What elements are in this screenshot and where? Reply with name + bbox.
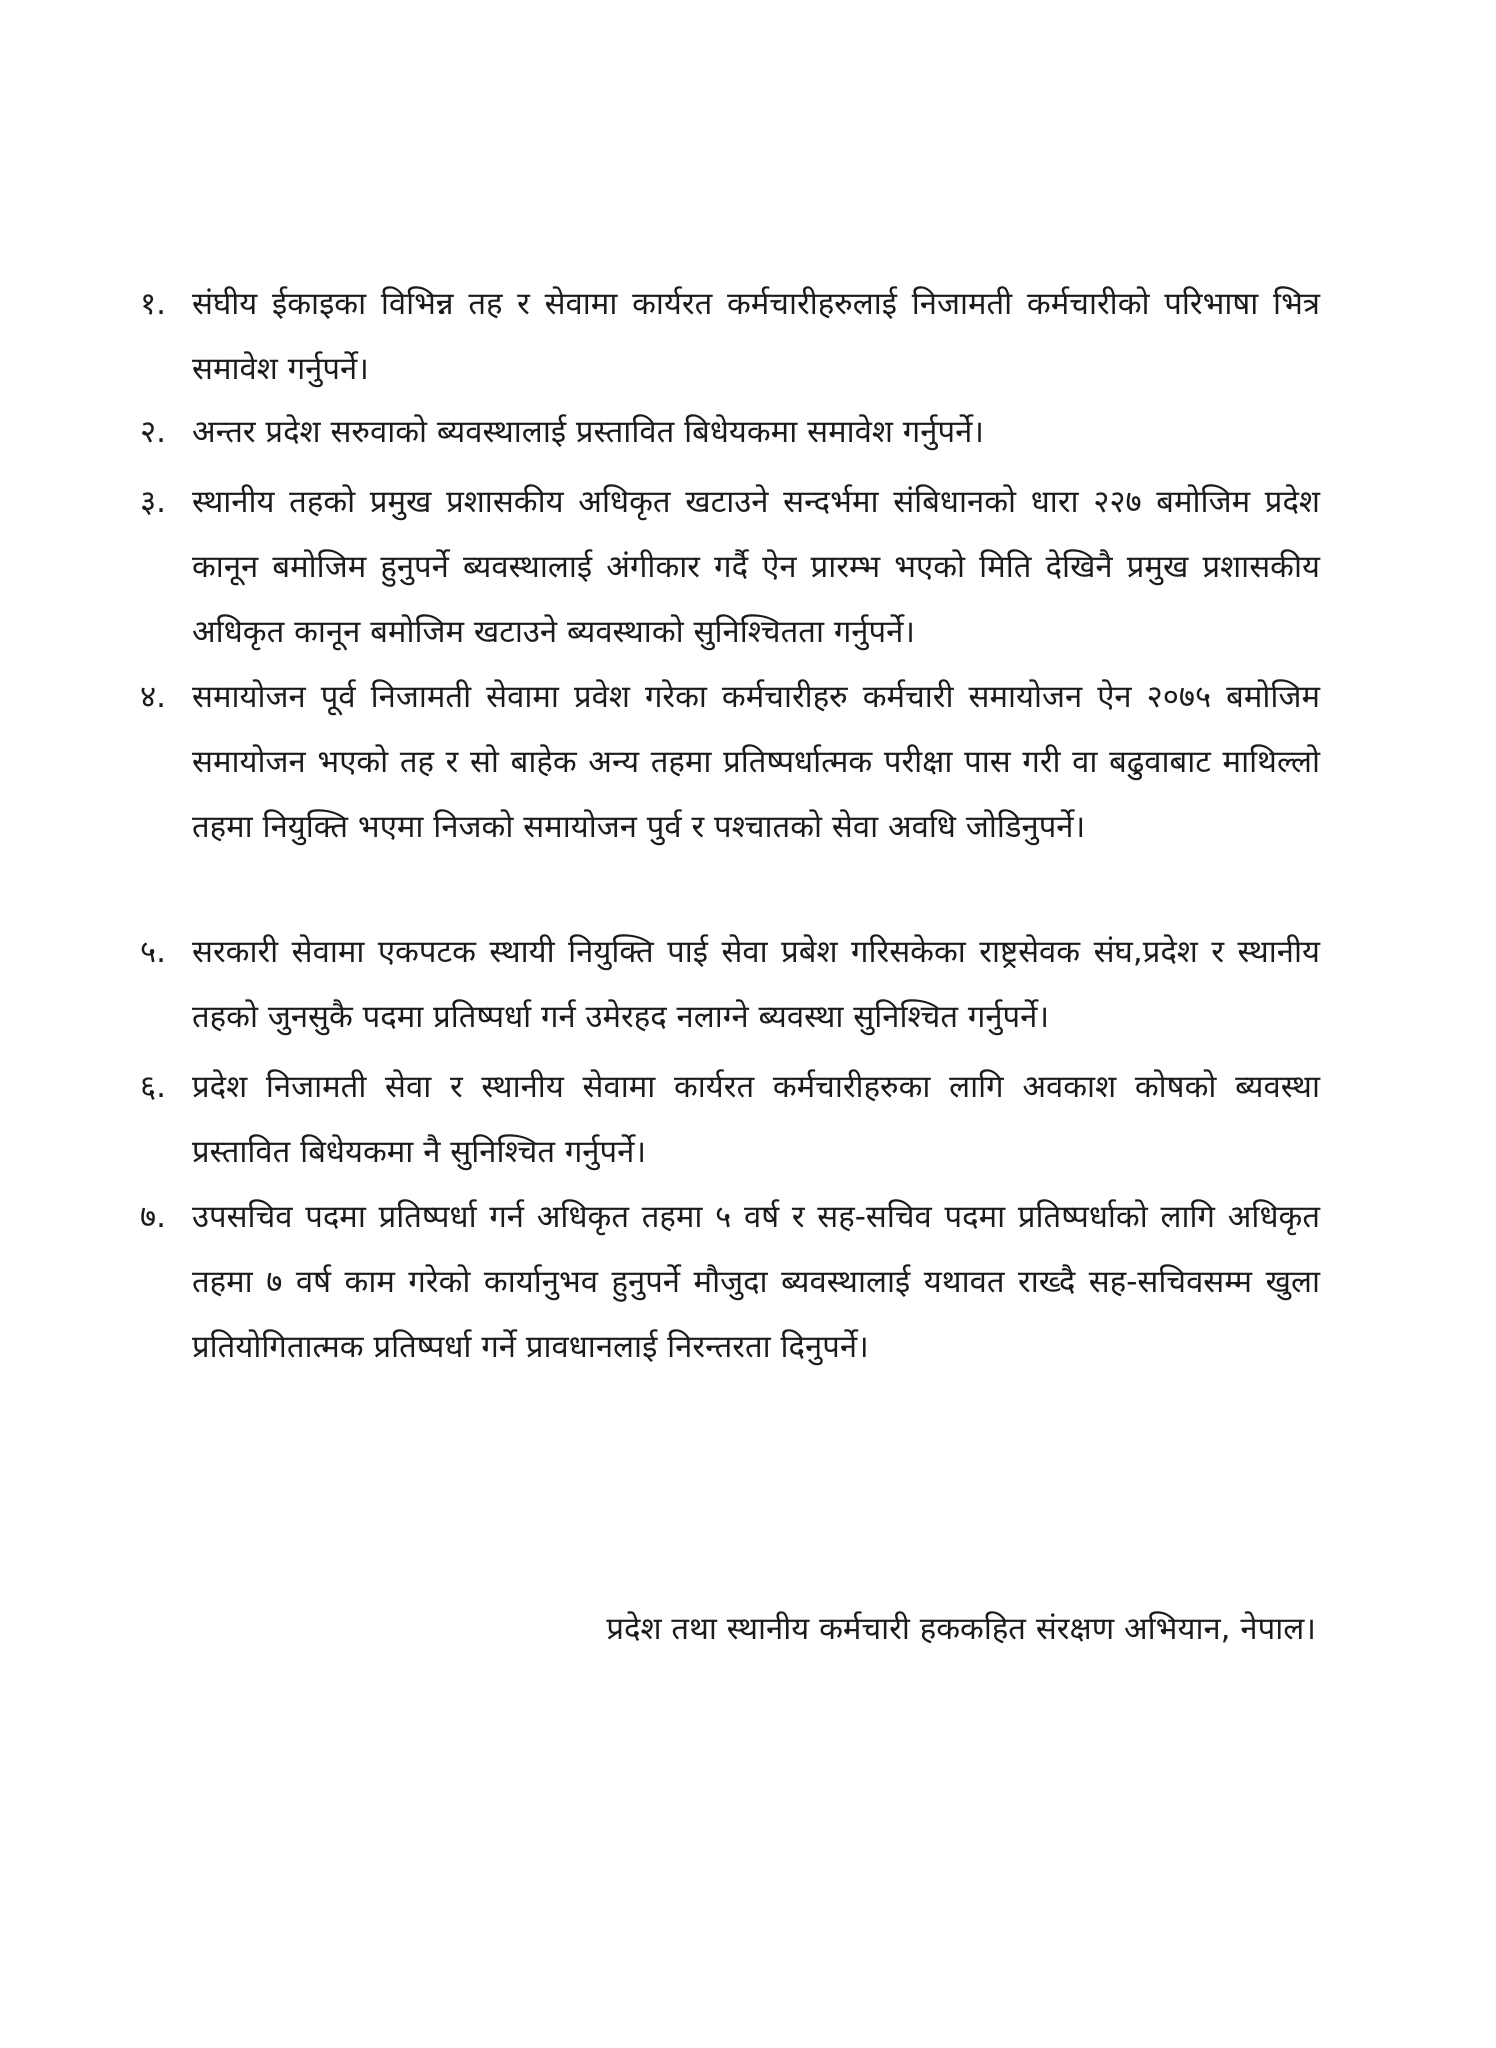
- item-number: ५.: [140, 934, 166, 970]
- item-text: अन्तर प्रदेश सरुवाको ब्यवस्थालाई प्रस्तावित बिधेयकमा समावेश गर्नुपर्ने।: [192, 414, 985, 450]
- item-number: ३.: [140, 484, 166, 520]
- item-text: सरकारी सेवामा एकपटक स्थायी नियुक्ति पाई सेवा प्रबेश गरिसकेका राष्ट्रसेवक संघ,प्रदेश र स्थानीय तहको जुनसुकै पदमा प्रतिष्पर्धा गर्न उमेरहद नलाग्ने ब्यवस्था सुनिश्चित गर्नुपर्ने।: [192, 934, 1320, 1035]
- list-item: [140, 1055, 1320, 1185]
- item-number: ४.: [140, 679, 166, 715]
- item-text: उपसचिव पदमा प्रतिष्पर्धा गर्न अधिकृत तहमा ५ वर्ष र सह-सचिव पदमा प्रतिष्पर्धाको लागि अधिकृत तहमा ७ वर्ष काम गरेको कार्यानुभव हुनुपर्ने मौजुदा ब्यवस्थालाई यथावत राख्दै सह-सचिवसम्म खुला प्रतियोगितात्मक प्रतिष्पर्धा गर्ने प्रावधानलाई निरन्तरता दिनुपर्ने।: [192, 1199, 1320, 1365]
- item-text: समायोजन पूर्व निजामती सेवामा प्रवेश गरेका कर्मचारीहरु कर्मचारी समायोजन ऐन २०७५ बमोजिम समायोजन भएको तह र सो बाहेक अन्य तहमा प्रतिष्पर्धात्मक परीक्षा पास गरी वा बढुवाबाट माथिल्लो तहमा नियुक्ति भएमा निजको समायोजन पुर्व र पश्चातको सेवा अवधि जोडिनुपर्ने।: [192, 679, 1320, 845]
- list-item: [140, 272, 1320, 402]
- item-number: १.: [140, 286, 166, 322]
- list-item: [140, 920, 1320, 1050]
- list-item: [140, 400, 1320, 465]
- list-item: [140, 665, 1320, 860]
- list-item: [140, 1185, 1320, 1380]
- list-item: [140, 470, 1320, 665]
- item-number: २.: [140, 414, 166, 450]
- signature-line: प्रदेश तथा स्थानीय कर्मचारी हककहित संरक्षण अभियान, नेपाल।: [606, 1611, 1316, 1647]
- item-text: संघीय ईकाइका विभिन्न तह र सेवामा कार्यरत कर्मचारीहरुलाई निजामती कर्मचारीको परिभाषा भित्र समावेश गर्नुपर्ने।: [192, 286, 1320, 387]
- item-number: ७.: [140, 1199, 166, 1235]
- item-number: ६.: [140, 1069, 166, 1105]
- item-text: प्रदेश निजामती सेवा र स्थानीय सेवामा कार्यरत कर्मचारीहरुका लागि अवकाश कोषको ब्यवस्था प्रस्तावित बिधेयकमा नै सुनिश्चित गर्नुपर्ने।: [192, 1069, 1320, 1170]
- item-text: स्थानीय तहको प्रमुख प्रशासकीय अधिकृत खटाउने सन्दर्भमा संबिधानको धारा २२७ बमोजिम प्रदेश कानून बमोजिम हुनुपर्ने ब्यवस्थालाई अंगीकार गर्दै ऐन प्रारम्भ भएको मिति देखिनै प्रमुख प्रशासकीय अधिकृत कानून बमोजिम खटाउने ब्यवस्थाको सुनिश्चितता गर्नुपर्ने।: [192, 484, 1320, 650]
